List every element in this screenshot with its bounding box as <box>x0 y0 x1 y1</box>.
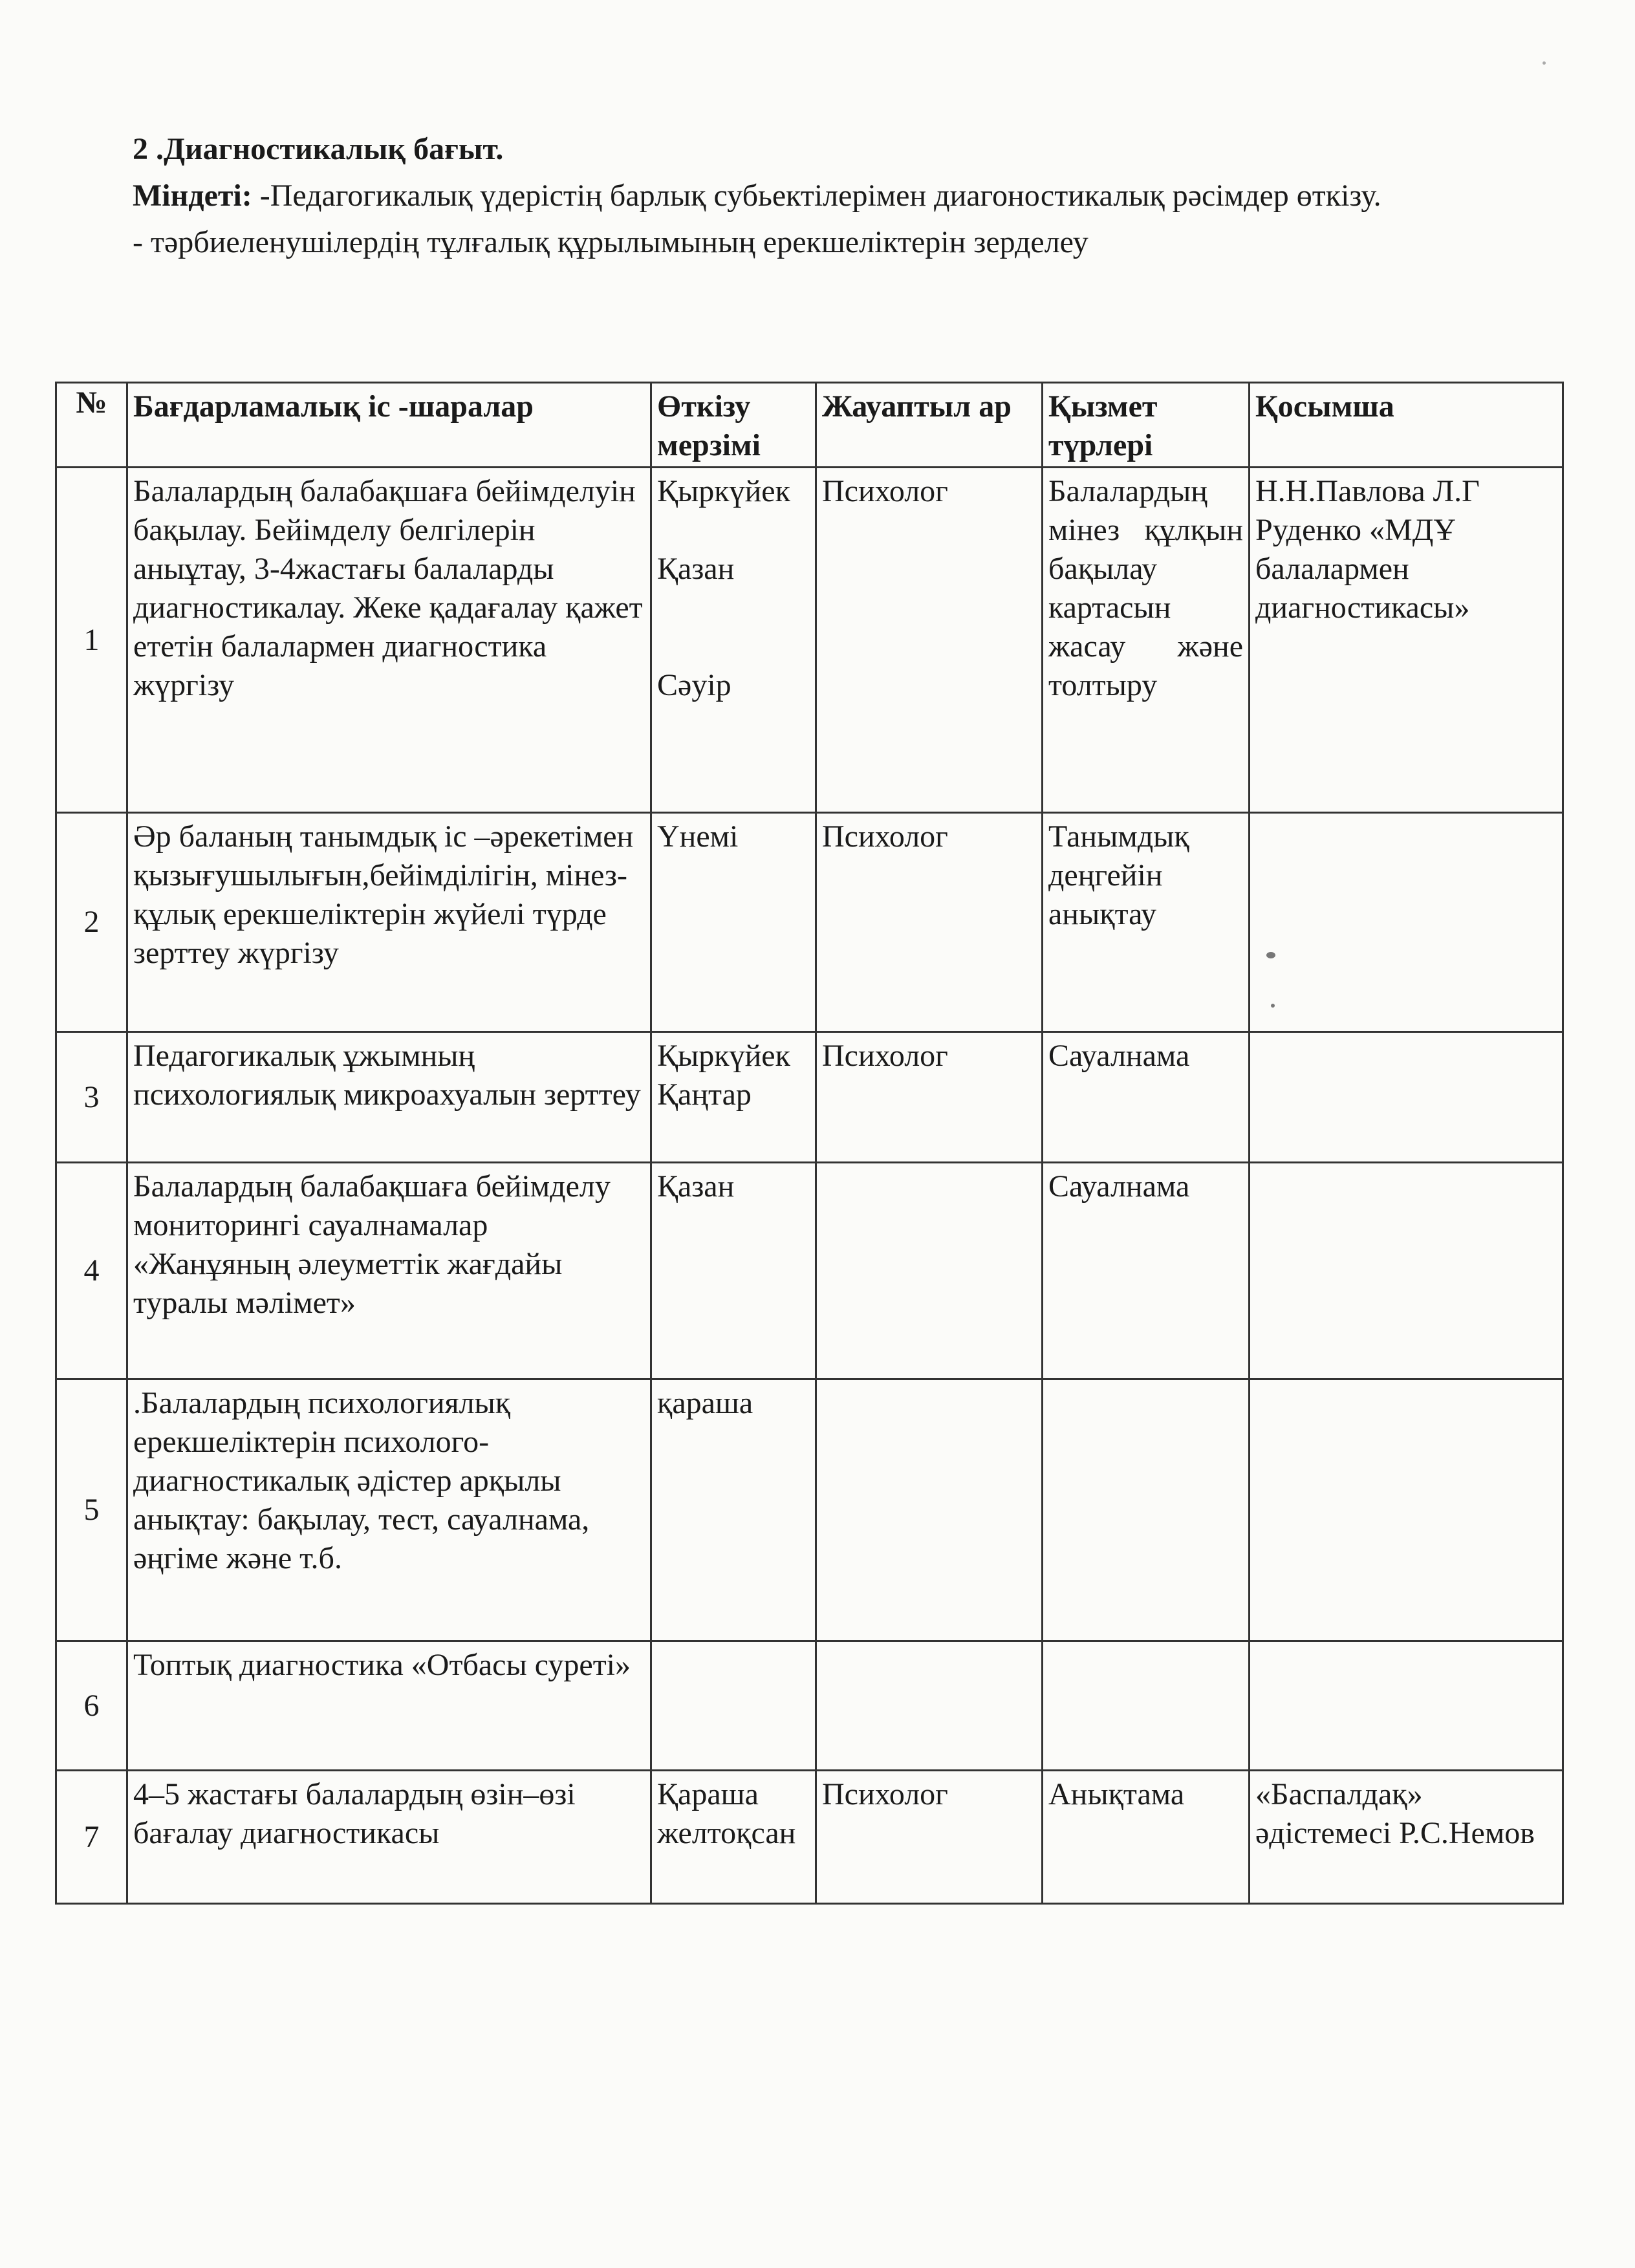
row-activity: Әр баланың танымдық іс –әрекетімен қызығушылығын,бейімділігін, мінез-құлық ерекшеліктерін жүйелі түрде зерттеу жүргізу <box>127 813 651 1032</box>
row-responsible: Психолог <box>816 1771 1043 1904</box>
row-responsible: Психолог <box>816 468 1043 813</box>
row-term: Қазан <box>651 1163 816 1379</box>
row-service <box>1043 1641 1250 1771</box>
section-heading: 2 .Диагностикалық бағыт. <box>133 132 504 166</box>
table-row <box>56 1032 1563 1163</box>
row-service: Балалардың мінез құлқын бақылау картасын жасау және толтыру <box>1043 468 1250 813</box>
row-number: 1 <box>56 468 127 813</box>
row-service: Анықтама <box>1043 1771 1250 1904</box>
row-term: Үнемі <box>651 813 816 1032</box>
table-row <box>56 468 1563 813</box>
row-term: Қараша желтоқсан <box>651 1771 816 1904</box>
plan-table <box>55 382 1564 1905</box>
row-number: 5 <box>56 1379 127 1641</box>
header-number: № <box>56 383 127 468</box>
row-activity: Педагогикалық ұжымның психологиялық микроахуалын зерттеу <box>127 1032 651 1163</box>
row-number: 6 <box>56 1641 127 1771</box>
row-responsible <box>816 1163 1043 1379</box>
row-responsible <box>816 1379 1043 1641</box>
row-number: 2 <box>56 813 127 1032</box>
row-extra <box>1250 1032 1563 1163</box>
row-responsible <box>816 1641 1043 1771</box>
row-activity: Балалардың балабақшаға бейімделу мониторингі сауалнамалар «Жанұяның әлеуметтік жағдайы туралы мәлімет» <box>127 1163 651 1379</box>
row-activity: Топтық диагностика «Отбасы суреті» <box>127 1641 651 1771</box>
row-service: Сауалнама <box>1043 1032 1250 1163</box>
scan-speck <box>1266 952 1275 958</box>
table-row <box>56 1379 1563 1641</box>
task-paragraph <box>133 173 1484 219</box>
row-term <box>651 1641 816 1771</box>
table-row <box>56 1641 1563 1771</box>
row-service: Сауалнама <box>1043 1163 1250 1379</box>
row-term <box>651 468 816 813</box>
row-term: Қыркүйек Қаңтар <box>651 1032 816 1163</box>
row-service: Танымдық деңгейін анықтау <box>1043 813 1250 1032</box>
scan-speck <box>1543 61 1546 65</box>
row-number: 7 <box>56 1771 127 1904</box>
term-line: Қазан <box>657 552 735 586</box>
row-extra: «Баспалдақ» әдістемесі Р.С.Немов <box>1250 1771 1563 1904</box>
task-text-2: - тәрбиеленушілердің тұлғалық құрылымының ерекшеліктерін зерделеу <box>133 225 1088 259</box>
scan-speck <box>1271 1004 1275 1008</box>
header-activities: Бағдарламалық іс -шаралар <box>127 383 651 468</box>
task-label: Міндеті: <box>133 178 252 213</box>
row-activity: Балалардың балабақшаға бейімделуін бақылау. Бейімделу белгілерін аныұтау, 3-4жастағы балаларды диагностикалау. Жеке қадағалау қажет ететін балалармен диагностика жүргізу <box>127 468 651 813</box>
document-header <box>133 126 1484 266</box>
row-extra: Н.Н.Павлова Л.Г Руденко «МДҰ балалармен диагностикасы» <box>1250 468 1563 813</box>
term-line: Сәуір <box>657 668 731 702</box>
row-extra <box>1250 1163 1563 1379</box>
row-number: 3 <box>56 1032 127 1163</box>
table-row <box>56 1163 1563 1379</box>
table-header-row <box>56 383 1563 468</box>
row-service <box>1043 1379 1250 1641</box>
table-row <box>56 813 1563 1032</box>
term-line: Қыркүйек <box>657 474 790 508</box>
row-extra <box>1250 1379 1563 1641</box>
row-number: 4 <box>56 1163 127 1379</box>
row-extra <box>1250 813 1563 1032</box>
row-responsible: Психолог <box>816 1032 1043 1163</box>
table-row <box>56 1771 1563 1904</box>
header-responsible: Жауаптыл ар <box>816 383 1043 468</box>
row-extra <box>1250 1641 1563 1771</box>
header-service-types: Қызмет түрлері <box>1043 383 1250 468</box>
row-responsible: Психолог <box>816 813 1043 1032</box>
header-term: Өткізу мерзімі <box>651 383 816 468</box>
task-text: -Педагогикалық үдерістің барлық субьектілерімен диагоностикалық рәсімдер өткізу. <box>259 178 1381 213</box>
row-activity: 4–5 жастағы балалардың өзін–өзі бағалау диагностикасы <box>127 1771 651 1904</box>
row-term: қараша <box>651 1379 816 1641</box>
row-activity: .Балалардың психологиялық ерекшеліктерін психолого-диагностикалық әдістер арқылы анықтау: бақылау, тест, сауалнама, әңгіме және т.б. <box>127 1379 651 1641</box>
header-extra: Қосымша <box>1250 383 1563 468</box>
